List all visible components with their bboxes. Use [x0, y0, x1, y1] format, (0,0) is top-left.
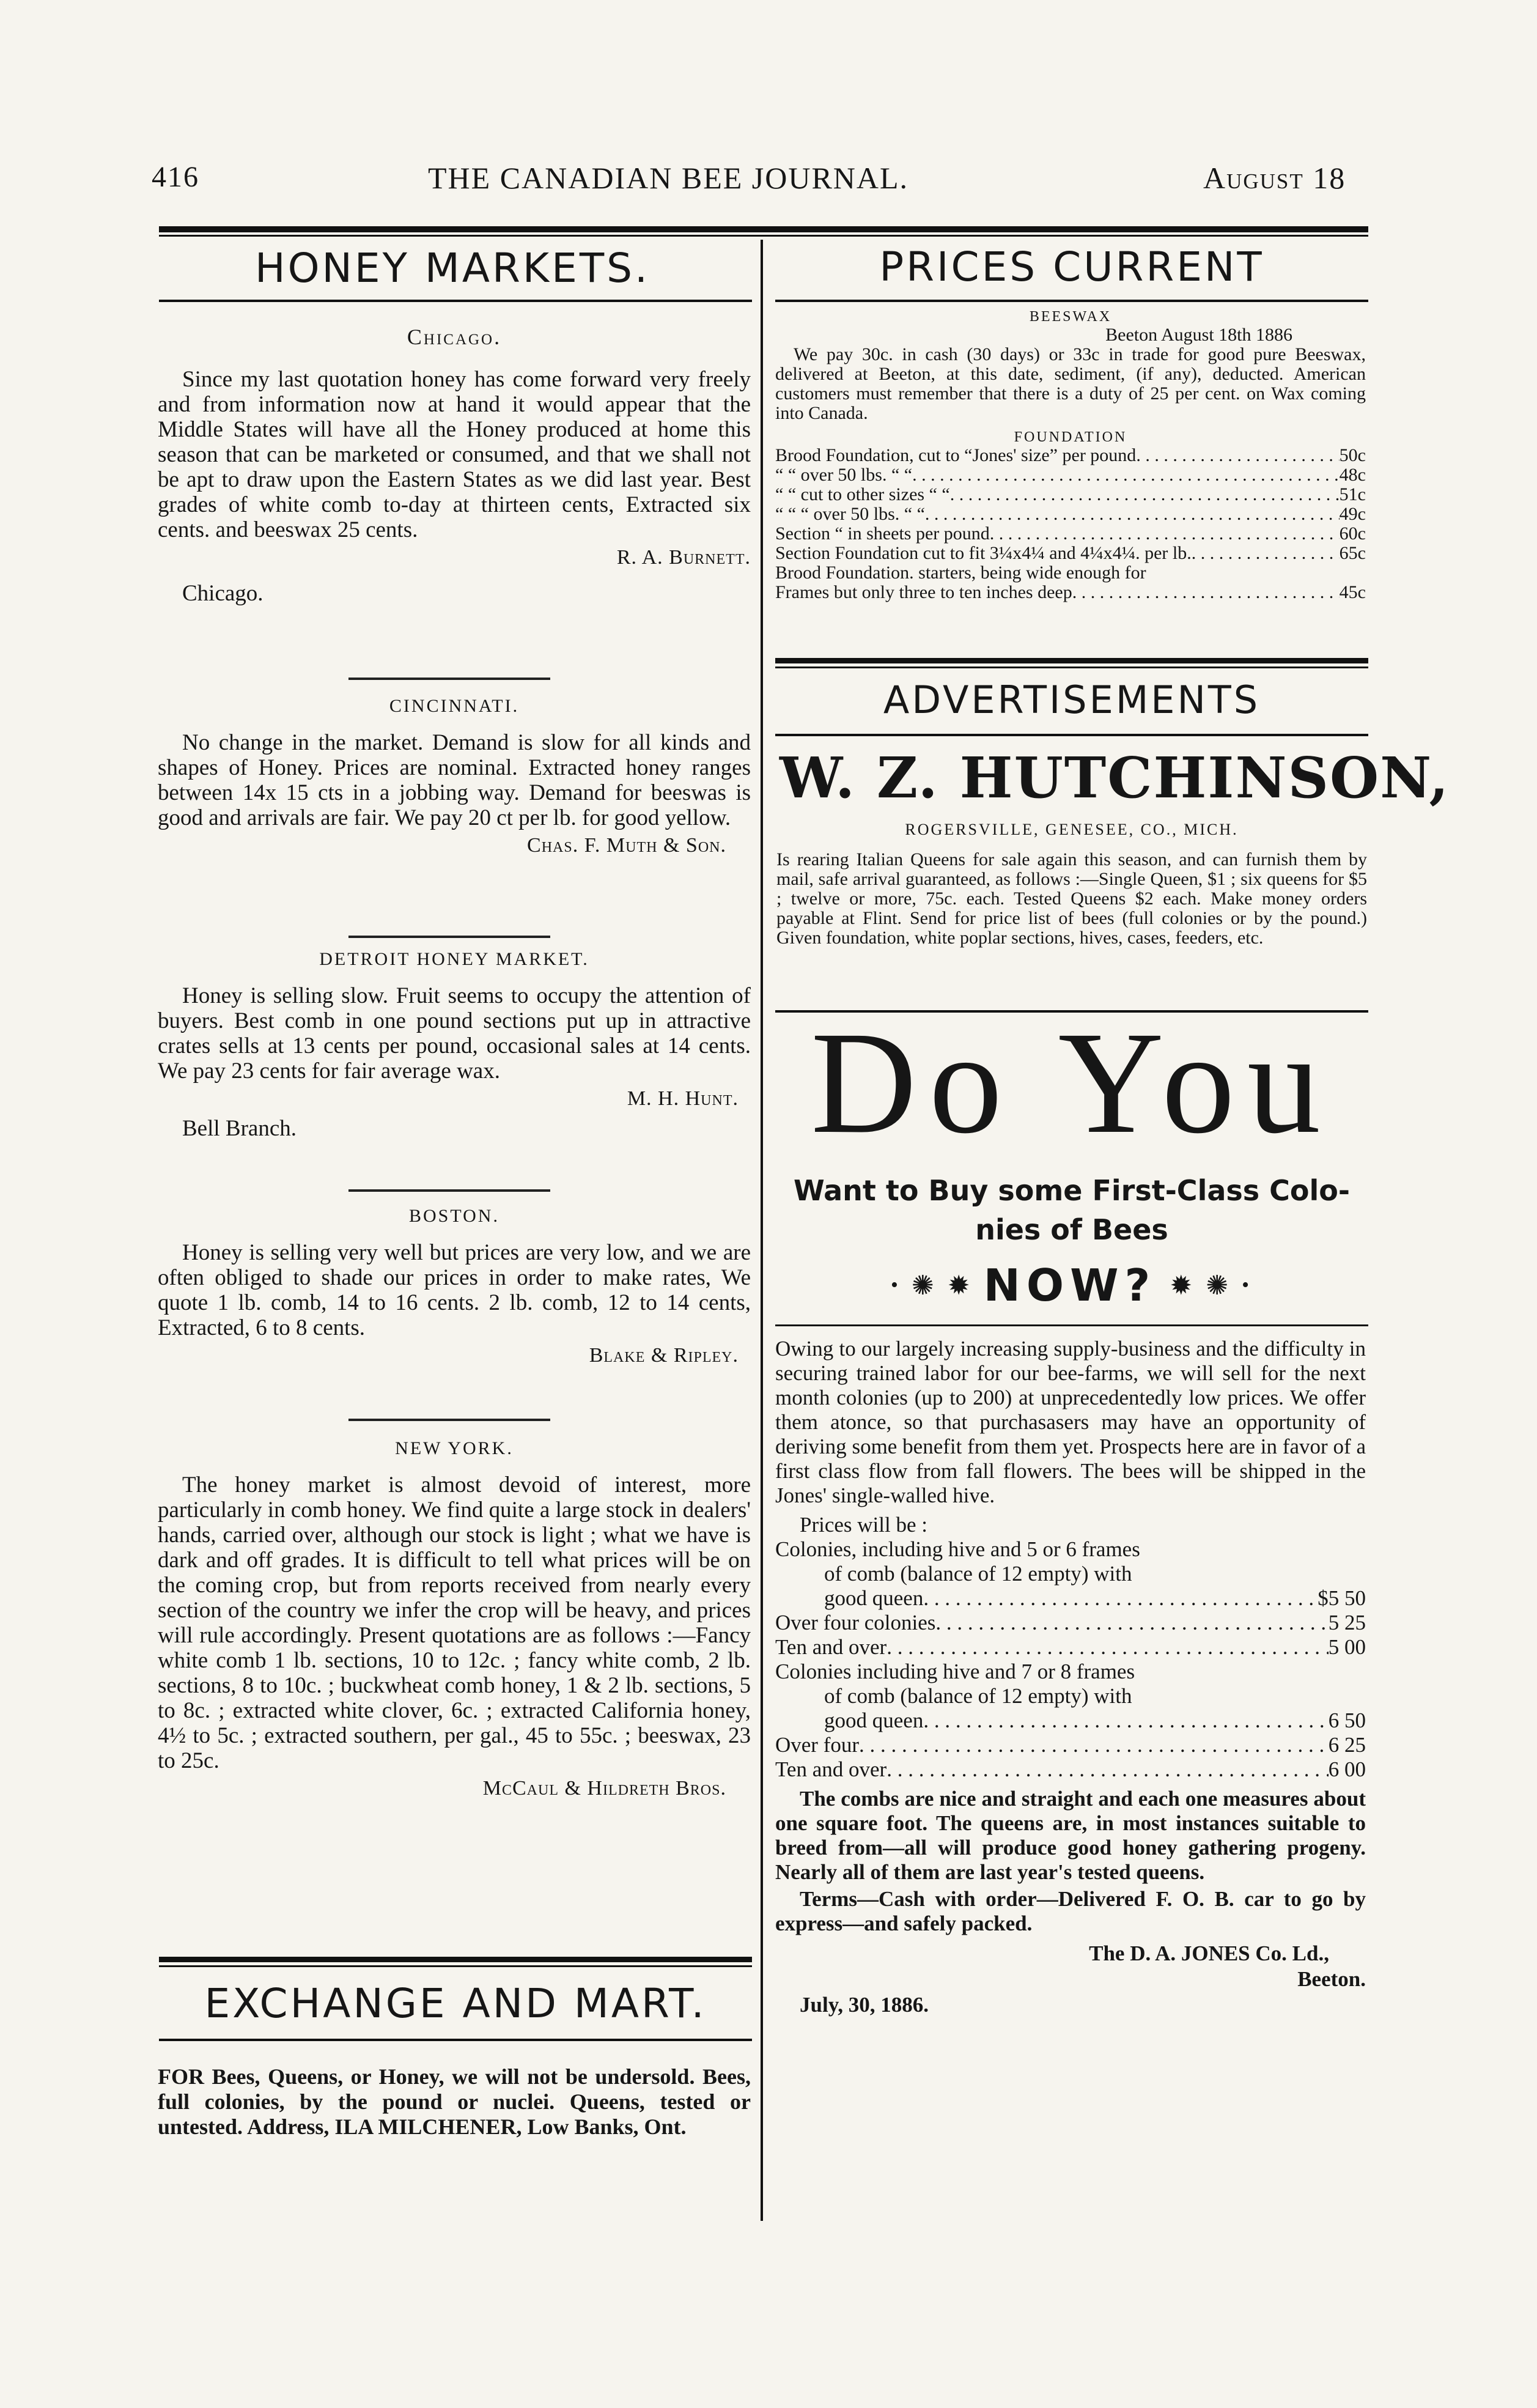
foundation-price-label: Section “ in sheets per pound: [775, 523, 990, 544]
foundation-price-row: [775, 485, 1366, 504]
colony-price-leader: [923, 1708, 1328, 1733]
cincinnati-signature: Chas. F. Muth & Son.: [527, 834, 726, 857]
new-york-section: [158, 1438, 751, 1800]
colony-price-label: Ten and over: [775, 1757, 887, 1781]
advertisements-title: ADVERTISEMENTS: [883, 678, 1261, 722]
cincinnati-body: No change in the market. Demand is slow for all kinds and shapes of Honey. Prices are nominal. Extracted honey ranges between 14x 15 cts in a jobbing way. Demand for beeswas is good and arrivals are fair. We pay 20 ct per lb. for good yellow.: [158, 730, 751, 830]
new-york-body: The honey market is almost devoid of interest, more particularly in comb honey. We find quite a large stock in dealers' hands, carried over, although our stock is light ; what we have is dark and off grades. It is difficult to tell what prices will be on the coming crop, but from reports received from nearly every section of the country we infer the crop will be heavy, and prices will rule accordingly. Present quotations are as follows :—Fancy white comb 1 lb. sections, 10 to 12c. ; fancy white comb, 2 lb. sections, 8 to 10c. ; buckwheat comb honey, 1 & 2 lb. sections, 5 to 8c. ; extracted white clover, 6c. ; extracted California honey, 4½ to 5c. ; extracted southern, per gal., 45 to 55c. ; beeswax, 23 to 25c.: [158, 1472, 751, 1773]
chicago-heading: Chicago.: [407, 325, 502, 349]
colony-price-row: [775, 1635, 1366, 1660]
foundation-price-value: 65c: [1339, 543, 1366, 563]
colony-price-row: [775, 1757, 1366, 1782]
price-group-1-line-2: of comb (balance of 12 empty) with: [824, 1562, 1132, 1586]
foundation-heading: FOUNDATION: [1014, 429, 1127, 445]
detroit-signature: M. H. Hunt.: [627, 1087, 739, 1110]
foundation-price-value: 60c: [1339, 523, 1366, 544]
colony-price-row: [775, 1586, 1366, 1611]
foundation-price-label: Brood Foundation. starters, being wide enough for: [775, 563, 1146, 583]
chicago-body: Since my last quotation honey has come forward very freely and from information now at hand it would appear that the Middle States will have all the Honey produced at home this season that can be marketed or consumed, and that we shall not be apt to draw upon the Eastern States as we did last year. Best grades of white comb to-day at thirteen cents, Extracted six cents. and beeswax 25 cents.: [158, 367, 751, 542]
foundation-price-row: [775, 465, 1366, 485]
foundation-price-label: Section Foundation cut to fit 3¼x4¼ and 4¼x4¼. per lb.: [775, 543, 1192, 563]
want-line-1: Want to Buy some First-Class Colo-: [794, 1174, 1350, 1207]
colony-price-label: Over four colonies: [775, 1611, 936, 1634]
want-line-2: nies of Bees: [975, 1213, 1168, 1246]
foundation-price-leader: [1136, 446, 1339, 465]
boston-body: Honey is selling very well but prices are very low, and we are often obliged to shade our prices in order to make rates, We quote 1 lb. comb, 14 to 16 cents. 2 lb. comb, 12 to 14 cents, Extracted, 6 to 8 cents.: [158, 1240, 751, 1340]
exchange-rule-bottom: [159, 2039, 752, 2041]
foundation-price-leader: [950, 485, 1340, 504]
colony-price-label: Ten and over: [775, 1635, 887, 1659]
chicago-place: Chicago.: [182, 581, 264, 606]
offer-date: July, 30, 1886.: [800, 1993, 929, 2017]
foundation-price-label: Brood Foundation, cut to “Jones' size” per pound: [775, 445, 1137, 465]
price-group-1-line-1: Colonies, including hive and 5 or 6 frames: [775, 1537, 1140, 1561]
honey-markets-rule: [159, 300, 752, 302]
foundation-price-label: “ “ cut to other sizes “ “: [775, 484, 950, 504]
ads-rule-top-thin: [775, 667, 1368, 668]
ornament-icon: •: [891, 1274, 898, 1296]
colony-price-label: good queen: [824, 1708, 924, 1732]
detroit-place: Bell Branch.: [182, 1116, 297, 1141]
colony-price-row: [775, 1733, 1366, 1757]
colony-price-value: 5 25: [1328, 1611, 1366, 1634]
new-york-signature: McCaul & Hildreth Bros.: [482, 1777, 726, 1800]
exchange-title: EXCHANGE AND MART.: [204, 1980, 707, 2027]
colony-price-value: $5 50: [1318, 1586, 1366, 1610]
now-banner: [795, 1260, 1345, 1311]
detroit-heading: DETROIT HONEY MARKET.: [319, 949, 589, 969]
divider-cincinnati: [348, 678, 550, 680]
boston-signature: Blake & Ripley.: [589, 1344, 739, 1367]
column-divider: [761, 240, 763, 2221]
foundation-price-row: [775, 524, 1366, 544]
foundation-price-value: 50c: [1339, 445, 1366, 465]
chicago-signature: R. A. Burnett.: [616, 546, 751, 569]
colony-price-leader: [859, 1733, 1329, 1757]
foundation-price-leader: [990, 524, 1340, 544]
foundation-price-row: [775, 583, 1366, 602]
colony-price-leader: [886, 1635, 1329, 1660]
boston-section: [158, 1206, 751, 1367]
divider-detroit: [348, 936, 550, 938]
foundation-price-label: “ “ “ over 50 lbs. “ “: [775, 504, 925, 524]
ornament-icon: ✹: [947, 1270, 970, 1301]
colony-price-value: 6 25: [1328, 1733, 1366, 1757]
colony-price-label: good queen: [824, 1586, 924, 1610]
beeswax-body: We pay 30c. in cash (30 days) or 33c in trade for good pure Beeswax, delivered at Beeton, at this date, sediment, (if any), deducted. American customers must remember that there is a duty of 25 per cent. on Wax coming into Canada.: [775, 344, 1366, 423]
foundation-price-leader: [912, 465, 1340, 485]
ornament-icon: ✹: [1170, 1270, 1193, 1301]
foundation-price-value: 51c: [1339, 484, 1366, 504]
exchange-rule-top-thin: [159, 1965, 752, 1967]
boston-heading: BOSTON.: [409, 1206, 499, 1226]
prices-intro: Prices will be :: [800, 1513, 927, 1537]
colony-price-value: 5 00: [1328, 1635, 1366, 1659]
terms: Terms—Cash with order—Delivered F. O. B. car to go by express—and safely packed.: [775, 1887, 1366, 1935]
cincinnati-heading: CINCINNATI.: [389, 696, 520, 716]
foundation-price-row: [775, 504, 1366, 524]
price-group-2-line-1: Colonies including hive and 7 or 8 frames: [775, 1660, 1135, 1683]
detroit-body: Honey is selling slow. Fruit seems to occupy the attention of buyers. Best comb in one pound sections put up in attractive crates sells at 13 cents per pound, occasional sales at 14 cents. We pay 23 cents for fair average wax.: [158, 983, 751, 1084]
colony-price-row: [775, 1611, 1366, 1635]
offer-rule: [775, 1324, 1368, 1326]
foundation-price-row: [775, 544, 1366, 563]
foundation-price-value: 45c: [1339, 582, 1366, 602]
prices-current-title: PRICES CURRENT: [879, 243, 1264, 290]
colony-price-leader: [886, 1757, 1329, 1782]
ads-rule-top: [775, 658, 1368, 663]
divider-new-york: [348, 1419, 550, 1421]
do-you-headline: Do You: [811, 1001, 1333, 1164]
hutchinson-name: W. Z. HUTCHINSON,: [780, 745, 1450, 811]
offer-section: [775, 1337, 1366, 2018]
price-group-2-line-2: of comb (balance of 12 empty) with: [824, 1684, 1132, 1708]
ornament-icon: •: [1242, 1274, 1249, 1296]
page-number: 416: [152, 161, 199, 193]
foundation-price-leader: [1192, 544, 1340, 563]
colony-price-value: 6 50: [1328, 1708, 1366, 1732]
combs-body: The combs are nice and straight and each one measures about one square foot. The queens are, in most instances suitable to breed from—all will produce good honey gathering progeny. Nearly all of them are last year's tested queens.: [775, 1787, 1366, 1884]
foundation-price-row: [775, 446, 1366, 465]
foundation-price-value: 49c: [1339, 504, 1366, 524]
journal-title: THE CANADIAN BEE JOURNAL.: [428, 161, 909, 195]
foundation-price-label: “ “ over 50 lbs. “ “: [775, 465, 913, 485]
honey-markets-title: HONEY MARKETS.: [254, 245, 651, 292]
company-place: Beeton.: [1297, 1967, 1366, 1991]
exchange-ad: FOR Bees, Queens, or Honey, we will not be undersold. Bees, full colonies, by the pound or nuclei. Queens, tested or untested. Address, ILA MILCHENER, Low Banks, Ont.: [158, 2064, 751, 2139]
foundation-price-value: 48c: [1339, 465, 1366, 485]
hutchinson-address: ROGERSVILLE, GENESEE, CO., MICH.: [905, 821, 1239, 838]
header-rule: [159, 226, 1368, 232]
beeswax-dateline: Beeton August 18th 1886: [1105, 325, 1292, 345]
divider-boston: [348, 1189, 550, 1192]
foundation-price-label: Frames but only three to ten inches deep: [775, 582, 1072, 602]
beeswax-section: [775, 309, 1366, 602]
ornament-icon: ✺: [911, 1270, 934, 1301]
colony-price-row: [775, 1708, 1366, 1733]
prices-current-rule: [775, 300, 1368, 302]
ads-rule-bottom: [775, 734, 1368, 736]
foundation-price-list: [775, 446, 1366, 602]
issue-date: August 18: [1203, 161, 1346, 195]
cincinnati-section: [158, 696, 751, 857]
ornament-icon: ✺: [1206, 1270, 1229, 1301]
beeswax-heading: BEESWAX: [1029, 309, 1112, 325]
header-rule-thin: [159, 235, 1368, 237]
chicago-section: [158, 324, 751, 607]
hutchinson-body: Is rearing Italian Queens for sale again this season, and can furnish them by mail, safe arrival guaranteed, as follows :—Single Queen, $1 ; six queens for $5 ; twelve or more, 75c. each. Tested Queens $2 each. Make money orders payable at Flint. Send for price list of bees (full colonies or by the pound.) Given foundation, white poplar sections, hives, cases, feeders, etc.: [776, 849, 1367, 948]
foundation-price-leader: [925, 504, 1340, 524]
foundation-price-row: [775, 563, 1366, 583]
price-list-2: [775, 1708, 1366, 1782]
foundation-price-leader: [1072, 583, 1340, 602]
detroit-section: [158, 949, 751, 1142]
company-name: The D. A. JONES Co. Ld.,: [1089, 1941, 1329, 1965]
offer-body: Owing to our largely increasing supply-business and the difficulty in securing trained labor for our bee-farms, we will sell for the next month colonies (up to 200) at unprecedentedly low prices. We offer them atonce, so that purchasasers may have an opportunity of deriving some benefit from them yet. Prospects here are in favor of a first class flow from fall flowers. The bees will be shipped in the Jones' single-walled hive.: [775, 1337, 1366, 1507]
new-york-heading: NEW YORK.: [395, 1438, 514, 1458]
colony-price-label: Over four: [775, 1733, 860, 1757]
exchange-rule-top: [159, 1957, 752, 1962]
colony-price-leader: [935, 1611, 1328, 1635]
now-word: NOW?: [983, 1260, 1157, 1311]
colony-price-value: 6 00: [1328, 1757, 1366, 1781]
price-list-1: [775, 1586, 1366, 1660]
colony-price-leader: [923, 1586, 1318, 1611]
